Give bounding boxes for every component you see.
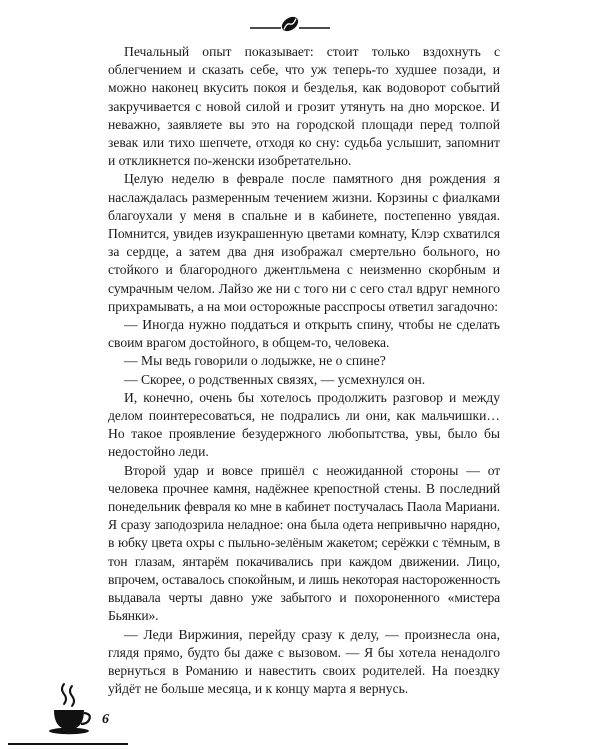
coffee-bean-ornament-icon: [0, 14, 600, 34]
body-text: [108, 43, 500, 698]
dialogue-line-3: — Скорее, о родственных связях, — усмехнулся он.: [124, 371, 426, 387]
paragraph-3: И, конечно, очень бы хотелось продолжить разговор и между делом поинтересоваться, не подрались ли они, как мальчишки… Но такое проявление безудержного любопытства, увы, было бы недостойно леди.: [108, 389, 500, 460]
dialogue-line-1: — Иногда нужно поддаться и открыть спину, чтобы не сделать своим врагом достойного, в общем-то, человека.: [108, 317, 500, 351]
page-number: 6: [102, 712, 109, 727]
dialogue-line-2: — Мы ведь говорили о лодыжке, не о спине?: [124, 353, 386, 369]
page-footer: [0, 680, 600, 750]
paragraph-2: Целую неделю в феврале после памятного дня рождения я наслаждалась размеренным течением жизни. Корзины с фиалками благоухали у меня в спальне и в кабинете, постепенно увядая. Помнится, увидев изукрашенную цветами комнату, Клэр схватился за сердце, а затем два дня изображал смертельно больного, но стойкого и благородного джентльмена с неизменно скорбным и сумрачным челом. Лайзо же ни с того ни с сего стал вдруг немного прихрамывать, а на мои осторожные расспросы ответил загадочно:: [108, 171, 500, 314]
dialogue-line-4: — Леди Виржиния, перейду сразу к делу, — произнесла она, глядя прямо, будто бы даже с вызовом. — Я бы хотела ненадолго вернуться в Романию и навестить своих родителей. На поездку уйдёт не больше месяца, и к концу марта я вернусь.: [108, 626, 500, 697]
paragraph-1: Печальный опыт показывает: стоит только вздохнуть с облегчением и сказать себе, что уж теперь-то худшее позади, и можно наконец вкусить покоя и безделья, как водоворот событий закручивается с новой силой и грозит утянуть на дно морское. И неважно, заявляете вы это на городской площади перед толпой зевак или тихо шепчете, отходя ко сну: судьба услышит, запомнит и откликнется по-женски изобретательно.: [108, 44, 500, 169]
coffee-cup-icon: [0, 680, 130, 750]
paragraph-4: Второй удар и вовсе пришёл с неожиданной стороны — от человека прочнее камня, надёжнее крепостной стены. В последний понедельник февраля ко мне в кабинет постучалась Паола Мариани. Я сразу заподозрила неладное: она была одета непривычно нарядно, в юбку цвета охры с пыльно-зелёным жакетом; серёжки с тёмным, в тон глазам, янтарём покачивались при каждом движении. Лицо, впрочем, оставалось спокойным, и лишь некоторая настороженность выдавала черты давно уже забытого и похороненного «мистера Бьянки».: [108, 462, 500, 624]
